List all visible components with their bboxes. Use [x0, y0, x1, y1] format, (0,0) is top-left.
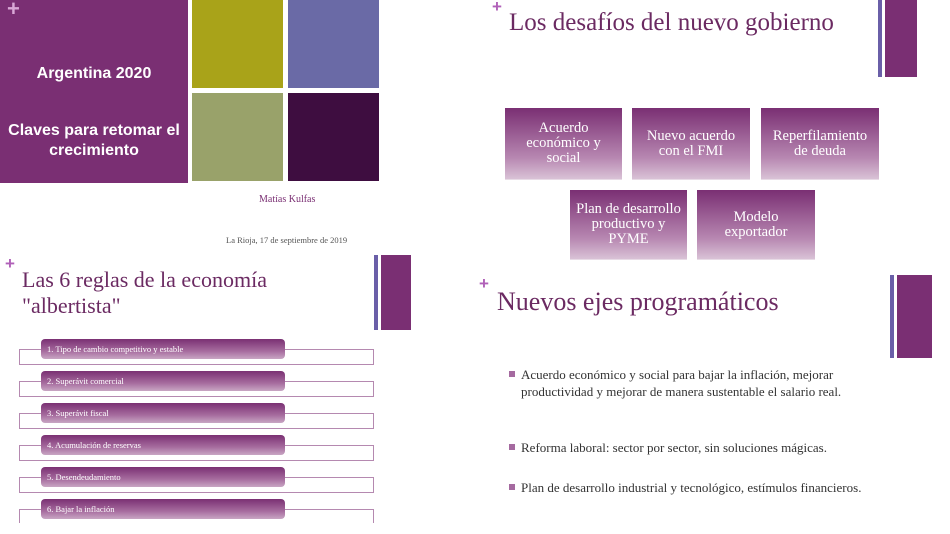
slide-title-line: Las 6 reglas de la economía — [22, 267, 267, 292]
plus-icon: + — [7, 0, 20, 21]
accent-bar-thin — [878, 0, 882, 77]
slate-square — [288, 0, 379, 88]
rule-item: 2. Superávit comercial — [41, 371, 285, 391]
bullet-square-icon — [509, 444, 515, 450]
challenge-box: Plan de desarrollo productivo y PYME — [570, 190, 687, 260]
sage-square — [192, 93, 283, 181]
plum-square — [288, 93, 379, 181]
rule-item: 1. Tipo de cambio competitivo y estable — [41, 339, 285, 359]
slide-title-line: "albertista" — [22, 293, 121, 318]
accent-bar-thin — [890, 275, 894, 358]
bullet-square-icon — [509, 484, 515, 490]
rule-item: 6. Bajar la inflación — [41, 499, 285, 519]
rule-item: 5. Desendeudamiento — [41, 467, 285, 487]
plus-icon: + — [5, 254, 15, 273]
bullet-item — [509, 366, 899, 400]
accent-bar-thin — [374, 255, 378, 330]
accent-bar-thick — [885, 0, 917, 77]
bullet-text: Acuerdo económico y social para bajar la inflación, mejorar productividad y mejorar de manera sustentable el salario real. — [521, 367, 842, 399]
presentation-title: Argentina 2020 — [36, 65, 152, 82]
plus-icon: + — [479, 274, 489, 293]
slide-title: Los desafíos del nuevo gobierno — [509, 9, 834, 36]
rule-item: 3. Superávit fiscal — [41, 403, 285, 423]
presentation-subtitle: Claves para retomar el crecimiento — [8, 122, 180, 159]
challenge-box: Acuerdo económico y social — [505, 108, 622, 180]
bullet-text: Plan de desarrollo industrial y tecnológico, estímulos financieros. — [521, 480, 862, 495]
bullet-item — [509, 479, 899, 496]
bullet-square-icon — [509, 371, 515, 377]
bullet-item — [509, 439, 899, 456]
accent-bar-thick — [381, 255, 411, 330]
slide-title: Nuevos ejes programáticos — [497, 287, 779, 316]
challenge-box: Reperfilamiento de deuda — [761, 108, 879, 180]
presentation-date: La Rioja, 17 de septiembre de 2019 — [226, 235, 348, 245]
slide-title — [22, 267, 267, 319]
rule-item: 4. Acumulación de reservas — [41, 435, 285, 455]
bullet-text: Reforma laboral: sector por sector, sin soluciones mágicas. — [521, 440, 827, 455]
challenge-box: Modelo exportador — [697, 190, 815, 260]
author-name: Matías Kulfas — [259, 194, 316, 205]
challenge-box: Nuevo acuerdo con el FMI — [632, 108, 750, 180]
accent-bar-thick — [897, 275, 932, 358]
plus-icon: + — [492, 0, 502, 16]
olive-square — [192, 0, 283, 88]
